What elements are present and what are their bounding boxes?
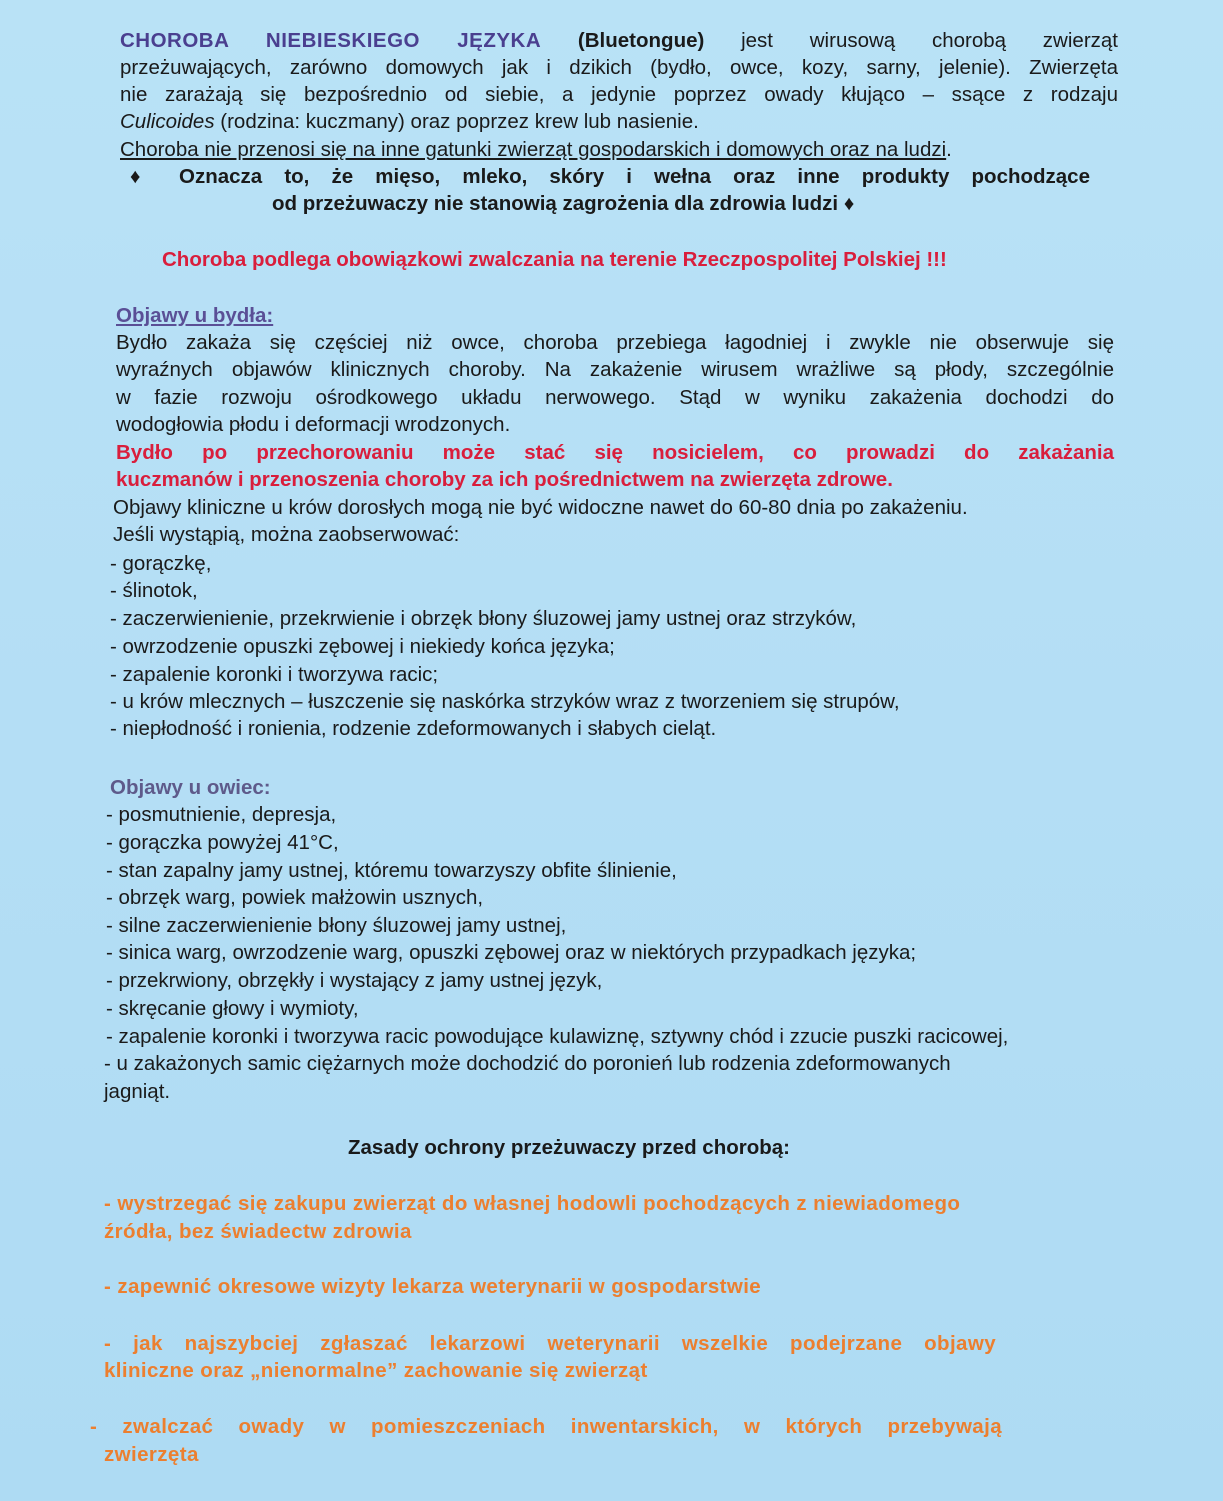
protection-rule-4-line: - zwalczać owady w pomieszczeniach inwentarskich, w których przebywają <box>90 1415 1002 1438</box>
cattle-para-line: w fazie rozwoju ośrodkowego układu nerwowego. Stąd w wyniku zakażenia dochodzi do <box>116 386 1114 409</box>
intro-line-3: nie zarażają się bezpośrednio od siebie, a jedynie poprzez owady kłująco – ssące z rodzaju <box>120 83 1118 106</box>
sheep-symptom-item: - obrzęk warg, powiek małżowin usznych, <box>106 886 484 909</box>
sheep-symptom-item: - skręcanie głowy i wymioty, <box>106 997 359 1020</box>
cattle-symptom-item: - zapalenie koronki i tworzywa racic; <box>110 663 439 686</box>
cattle-carrier-warning-line: kuczmanów i przenoszenia choroby za ich pośrednictwem na zwierzęta zdrowe. <box>116 468 893 491</box>
cattle-symptom-item: - gorączkę, <box>110 552 212 575</box>
intro-line-5 <box>120 137 952 163</box>
protection-rule-1-line: - wystrzegać się zakupu zwierząt do własnej hodowli pochodzących z niewiadomego <box>104 1192 961 1215</box>
intro-line-2: przeżuwających, zarówno domowych jak i dzikich (bydło, owce, kozy, sarny, jelenie). Zwierzęta <box>120 56 1118 79</box>
protection-rule-3-line: - jak najszybciej zgłaszać lekarzowi weterynarii wszelkie podejrzane objawy <box>104 1332 996 1355</box>
culicoides-genus: Culicoides <box>120 110 215 133</box>
protection-rule-1-line: źródła, bez świadectw zdrowia <box>104 1220 412 1243</box>
sheep-symptom-item: - zapalenie koronki i tworzywa racic powodujące kulawiznę, sztywny chód i zzucie puszki racicowej, <box>106 1025 1009 1048</box>
intro-line-1-rest: jest wirusową chorobą zwierząt <box>741 29 1118 52</box>
cattle-para-line: wodogłowia płodu i deformacji wrodzonych. <box>116 413 511 436</box>
sheep-symptom-item: - przekrwiony, obrzękły i wystający z jamy ustnej język, <box>106 969 603 992</box>
cattle-symptom-item: - niepłodność i ronienia, rodzenie zdeformowanych i słabych cieląt. <box>110 717 717 740</box>
cattle-para-line: Bydło zakaża się częściej niż owce, choroba przebiega łagodniej i zwykle nie obserwuje się <box>116 331 1114 354</box>
protection-rule-2: - zapewnić okresowe wizyty lekarza weterynarii w gospodarstwie <box>104 1275 762 1298</box>
sheep-symptom-item: - silne zaczerwienienie błony śluzowej jamy ustnej, <box>106 914 567 937</box>
cattle-clinical-line: Jeśli wystąpią, można zaobserwować: <box>113 523 460 546</box>
sheep-symptom-item: - u zakażonych samic ciężarnych może dochodzić do poronień lub rodzenia zdeformowanych <box>104 1052 951 1075</box>
intro-line-4 <box>120 109 699 135</box>
intro-line-5-end: . <box>946 138 952 161</box>
sheep-symptom-item: jagniąt. <box>104 1080 171 1103</box>
cattle-symptom-item: - u krów mlecznych – łuszczenie się naskórka strzyków wraz z tworzeniem się strupów, <box>110 690 900 713</box>
protection-rule-3-line: kliniczne oraz „nienormalne” zachowanie się zwierząt <box>104 1359 648 1382</box>
protection-rule-4-line: zwierzęta <box>104 1443 199 1466</box>
intro-line-1 <box>120 28 1118 54</box>
sheep-symptom-item: - gorączka powyżej 41°C, <box>106 831 339 854</box>
cattle-carrier-warning-line: Bydło po przechorowaniu może stać się nosicielem, co prowadzi do zakażania <box>116 441 1114 464</box>
safety-bullet-line-1: ♦ Oznacza to, że mięso, mleko, skóry i wełna oraz inne produkty pochodzące <box>130 165 1090 188</box>
cattle-symptoms-heading: Objawy u bydła: <box>116 304 274 327</box>
cattle-symptom-item: - zaczerwienienie, przekrwienie i obrzęk błony śluzowej jamy ustnej oraz strzyków, <box>110 607 857 630</box>
cattle-symptom-item: - ślinotok, <box>110 579 198 602</box>
disease-title-english: (Bluetongue) <box>577 29 705 52</box>
cattle-symptom-item: - owrzodzenie opuszki zębowej i niekiedy końca języka; <box>110 635 615 658</box>
cattle-clinical-line: Objawy kliniczne u krów dorosłych mogą nie być widoczne nawet do 60-80 dnia po zakażeniu. <box>113 496 968 519</box>
cattle-para-line: wyraźnych objawów klinicznych choroby. Na zakażenie wirusem wrażliwe są płody, szczególnie <box>116 358 1114 381</box>
safety-bullet-line-2: od przeżuwaczy nie stanowią zagrożenia dla zdrowia ludzi ♦ <box>272 192 855 215</box>
sheep-symptom-item: - sinica warg, owrzodzenie warg, opuszki zębowej oraz w niektórych przypadkach języka; <box>106 941 917 964</box>
sheep-symptoms-heading: Objawy u owiec: <box>110 776 271 799</box>
sheep-symptom-item: - stan zapalny jamy ustnej, któremu towarzyszy obfite ślinienie, <box>106 859 677 882</box>
sheep-symptom-item: - posmutnienie, depresja, <box>106 803 337 826</box>
not-transmitted-statement: Choroba nie przenosi się na inne gatunki zwierząt gospodarskich i domowych oraz na ludzi <box>120 138 947 161</box>
protection-heading: Zasady ochrony przeżuwaczy przed chorobą: <box>348 1136 790 1159</box>
intro-line-4-rest: (rodzina: kuczmany) oraz poprzez krew lub nasienie. <box>220 110 699 133</box>
mandatory-control-notice: Choroba podlega obowiązkowi zwalczania na terenie Rzeczpospolitej Polskiej !!! <box>162 248 947 271</box>
disease-title: CHOROBA NIEBIESKIEGO JĘZYKA <box>120 29 542 52</box>
